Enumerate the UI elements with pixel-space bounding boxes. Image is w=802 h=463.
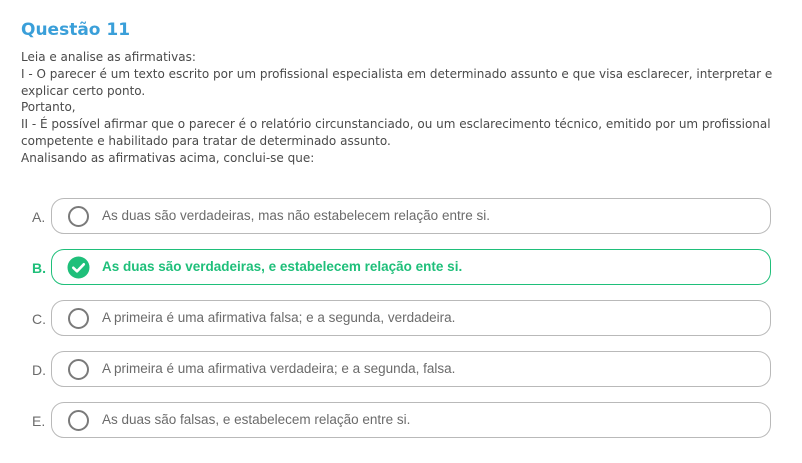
radio-unchecked-icon[interactable]	[68, 410, 89, 431]
radio-unchecked-icon[interactable]	[68, 359, 89, 380]
option-letter: B.	[32, 260, 46, 276]
answer-button-e[interactable]	[51, 402, 771, 438]
statement-line: Portanto,	[21, 100, 76, 115]
option-letter: C.	[32, 311, 46, 327]
option-a	[0, 198, 802, 234]
statement-line: I - O parecer é um texto escrito por um profissional especialista em determinado assunto e que visa esclarecer, interpretar e explicar certo ponto.	[21, 66, 773, 98]
radio-unchecked-icon[interactable]	[68, 206, 89, 227]
option-b	[0, 249, 802, 285]
statement-line: Analisando as afirmativas acima, conclui-se que:	[21, 150, 315, 165]
question-title: Questão 11	[21, 20, 131, 40]
statement-line: II - É possível afirmar que o parecer é o relatório circunstanciado, ou um esclarecimento técnico, emitido por um profissional competente e habilitado para tratar de determinado assunto.	[21, 117, 771, 148]
option-text: As duas são falsas, e estabelecem relação entre si.	[102, 412, 411, 427]
answer-button-d[interactable]	[51, 351, 771, 387]
option-letter: A.	[32, 209, 46, 225]
option-d	[0, 351, 802, 387]
option-text: A primeira é uma afirmativa verdadeira; e a segunda, falsa.	[102, 361, 456, 376]
statement-line: Leia e analise as afirmativas:	[21, 50, 196, 64]
option-letter: D.	[32, 362, 46, 378]
answer-button-c[interactable]	[51, 300, 771, 336]
option-c	[0, 300, 802, 336]
answer-button-b[interactable]	[51, 249, 771, 285]
check-circle-icon[interactable]	[67, 256, 90, 279]
option-text: As duas são verdadeiras, mas não estabelecem relação entre si.	[102, 208, 490, 223]
option-text: As duas são verdadeiras, e estabelecem relação ente si.	[102, 259, 463, 274]
answer-button-a[interactable]	[51, 198, 771, 234]
option-letter: E.	[32, 413, 46, 429]
question-statement	[21, 49, 793, 167]
option-text: A primeira é uma afirmativa falsa; e a segunda, verdadeira.	[102, 310, 456, 325]
radio-unchecked-icon[interactable]	[68, 308, 89, 329]
option-e	[0, 402, 802, 438]
